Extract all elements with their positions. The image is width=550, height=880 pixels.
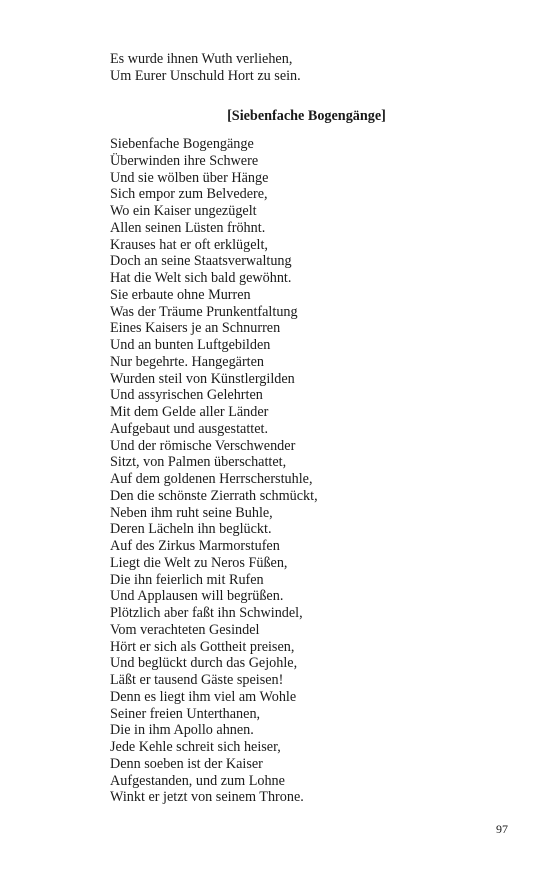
verse-line: Den die schönste Zierrath schmückt,: [110, 487, 318, 504]
verse-line: Nur begehrte. Hangegärten: [110, 353, 265, 370]
verse-line: Und Applausen will begrüßen.: [110, 588, 284, 605]
verse-line: Allen seinen Lüsten fröhnt.: [110, 219, 266, 236]
verse-line: Sie erbaute ohne Murren: [110, 286, 251, 303]
verse-line: Wo ein Kaiser ungezügelt: [110, 203, 257, 219]
verse-line: Und sie wölben über Hänge: [110, 169, 269, 186]
verse-line: Die ihn feierlich mit Rufen: [110, 571, 264, 588]
verse-line: Mit dem Gelde aller Länder: [110, 404, 269, 420]
verse-line: Was der Träume Prunkentfaltung: [110, 303, 298, 320]
verse-line: Es wurde ihnen Wuth verliehen,: [110, 51, 293, 67]
verse-line: Aufgebaut und ausgestattet.: [110, 420, 268, 437]
verse-line: Und der römische Verschwender: [110, 437, 296, 454]
verse-line: Seiner freien Unterthanen,: [110, 705, 261, 722]
verse-line: Eines Kaisers je an Schnurren: [110, 320, 281, 337]
verse-line: Jede Kehle schreit sich heiser,: [110, 739, 281, 755]
verse-line: Überwinden ihre Schwere: [110, 152, 259, 169]
verse-line: Plötzlich aber faßt ihn Schwindel,: [110, 605, 303, 621]
verse-line: Läßt er tausend Gäste speisen!: [110, 672, 284, 688]
verse-line: Auf des Zirkus Marmorstufen: [110, 538, 280, 554]
verse-line: Denn es liegt ihm viel am Wohle: [110, 688, 297, 705]
verse-line: Hört er sich als Gottheit preisen,: [110, 638, 295, 655]
verse-line: Hat die Welt sich bald gewöhnt.: [110, 270, 292, 286]
verse-line: Liegt die Welt zu Neros Füßen,: [110, 554, 288, 571]
poem-body: [110, 136, 500, 806]
verse-line: Neben ihm ruht seine Buhle,: [110, 504, 273, 521]
verse-line: Und beglückt durch das Gejohle,: [110, 655, 298, 672]
verse-line: Siebenfache Bogengänge: [110, 136, 254, 152]
verse-line: Krauses hat er oft erklügelt,: [110, 236, 268, 253]
verse-line: Um Eurer Unschuld Hort zu sein.: [110, 67, 301, 84]
verse-line: Und assyrischen Gelehrten: [110, 387, 263, 404]
verse-line: Vom verachteten Gesindel: [110, 621, 260, 638]
verse-line: Und an bunten Luftgebilden: [110, 337, 271, 353]
verse-line: Deren Lächeln ihn beglückt.: [110, 521, 272, 538]
verse-line: Sitzt, von Palmen überschattet,: [110, 454, 287, 471]
verse-line: Auf dem goldenen Herrscherstuhle,: [110, 471, 313, 487]
poem-title: [Siebenfache Bogengänge]: [227, 108, 386, 124]
verse-line: Doch an seine Staatsverwaltung: [110, 253, 292, 270]
verse-line: Winkt er jetzt von seinem Throne.: [110, 789, 304, 806]
verse-line: Denn soeben ist der Kaiser: [110, 755, 263, 772]
page-number: 97: [496, 822, 508, 836]
verse-line: Aufgestanden, und zum Lohne: [110, 772, 285, 789]
verse-line: Wurden steil von Künstlergilden: [110, 370, 295, 387]
intro-stanza: [110, 51, 500, 85]
verse-line: Sich empor zum Belvedere,: [110, 186, 268, 203]
verse-line: Die in ihm Apollo ahnen.: [110, 722, 254, 739]
